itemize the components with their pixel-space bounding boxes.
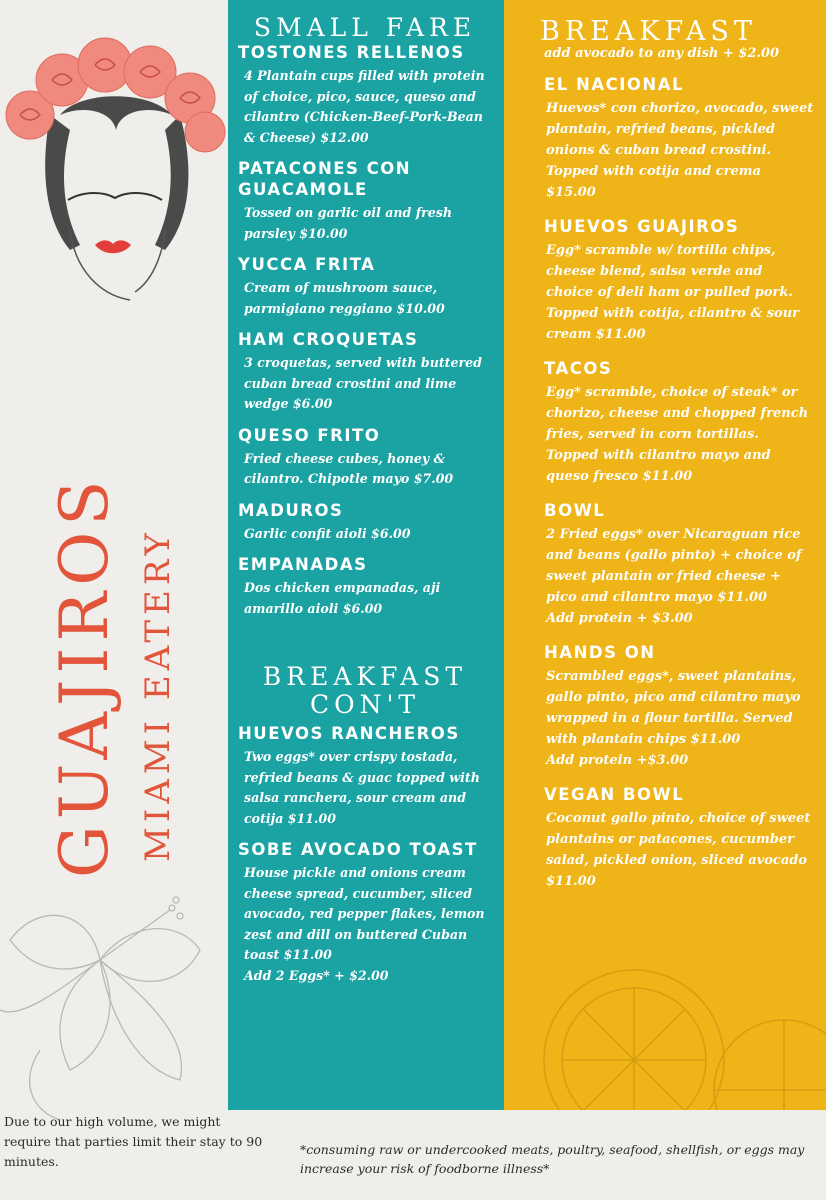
small-fare-column [228,0,504,1110]
item-desc: Egg* scramble, choice of steak* or chorizo, cheese and chopped french fries, served in corn tortillas. Topped with cilantro mayo and queso fresco $11.00 [546,385,809,484]
hibiscus-illustration [0,880,228,1120]
item-desc: Dos chicken empanadas, aji amarillo aioli $6.00 [244,580,441,616]
breakfast-note: add avocado to any dish + $2.00 [544,46,780,61]
menu-item [544,500,814,629]
item-desc: Fried cheese cubes, honey & cilantro. Chipotle mayo $7.00 [244,450,454,486]
small-fare-title: SMALL FARE [253,13,477,42]
item-desc: Garlic confit aioli $6.00 [244,525,411,541]
breakfast-cont-title-line1: BREAKFAST [262,662,468,691]
item-desc: 4 Plantain cups filled with protein of choice, pico, sauce, queso and cilantro (Chicken-Beef-Pork-Bean & Cheese) $12.00 [244,68,485,145]
item-desc: Egg* scramble w/ tortilla chips, cheese blend, salsa verde and choice of deli ham or pulled pork. Topped with cotija, cilantro & sour cream $11.00 [546,243,800,342]
item-name: TACOS [544,359,613,378]
menu-item [238,329,492,415]
item-name: VEGAN BOWL [544,785,685,804]
menu-item [544,642,814,771]
seating-time-note: Due to our high volume, we might require that parties limit their stay to 90 minutes. [4,1114,263,1169]
item-desc: Tossed on garlic oil and fresh parsley $10.00 [244,205,453,241]
item-desc: Cream of mushroom sauce, parmigiano reggiano $10.00 [244,280,445,316]
portrait-illustration [0,20,228,310]
breakfast-cont-title-line2: CON'T [309,690,421,719]
item-desc: 3 croquetas, served with buttered cuban bread crostini and lime wedge $6.00 [244,355,482,411]
vertical-title [40,330,190,890]
brand-tagline: MIAMI EATERY [138,528,178,862]
menu-item [238,425,492,490]
breakfast-cont-title [238,663,492,719]
breakfast-title: BREAKFAST [540,16,757,47]
item-name: PATACONES CON GUACAMOLE [238,159,412,199]
item-desc: House pickle and onions cream cheese spread, cucumber, sliced avocado, red pepper flakes, lemon zest and dill on buttered Cuban toast $11.00 [244,865,485,962]
item-desc: 2 Fried eggs* over Nicaraguan rice and beans (gallo pinto) + choice of sweet plantain or fried cheese + pico and cilantro mayo $11.00 [546,527,802,605]
item-name: EL NACIONAL [544,75,684,94]
item-name: QUESO FRITO [238,425,381,445]
item-name: BOWL [544,501,606,520]
menu-item [544,74,814,203]
item-name: MADUROS [238,500,344,520]
item-desc: Huevos* con chorizo, avocado, sweet plantain, refried beans, pickled onions & cuban bread crostini. Topped with cotija and crema $15.00 [546,101,814,200]
item-name: EMPANADAS [238,555,368,574]
menu-item [544,358,814,487]
item-name: HUEVOS RANCHEROS [238,724,460,743]
item-desc: Coconut gallo pinto, choice of sweet plantains or patacones, cucumber salad, pickled onion, sliced avocado $11.00 [546,811,811,889]
brand-panel [0,0,228,1110]
item-desc: Two eggs* over crispy tostada, refried beans & guac topped with salsa ranchera, sour cream and cotija $11.00 [244,749,480,826]
menu-item [238,158,492,244]
item-desc: Scrambled eggs*, sweet plantains, gallo pinto, pico and cilantro mayo wrapped in a flour tortilla. Served with plantain chips $11.00 [546,669,801,747]
health-warning: *consuming raw or undercooked meats, poultry, seafood, shellfish, or eggs may increase your risk of foodborne illness* [300,1142,805,1176]
item-name: YUCCA FRITA [238,255,376,274]
menu-item [238,723,492,829]
item-extra: Add protein + $3.00 [546,611,693,626]
item-name: HAM CROQUETAS [238,330,419,349]
spacer [238,629,492,663]
menu-item [238,500,492,545]
menu-item [544,784,814,892]
menu-item [238,839,492,986]
item-name: HANDS ON [544,643,656,662]
item-name: TOSTONES RELLENOS [238,43,465,62]
item-name: HUEVOS GUAJIROS [544,217,740,236]
item-extra: Add protein +$3.00 [546,753,689,768]
breakfast-column [504,0,826,1110]
brand-name: GUAJIROS [46,474,123,878]
menu-item [238,42,492,148]
item-name: SOBE AVOCADO TOAST [238,840,478,859]
menu-item [238,254,492,319]
menu-item [238,554,492,619]
menu-item [544,216,814,345]
lemon-illustration [524,940,826,1110]
item-extra: Add 2 Eggs* + $2.00 [244,967,389,983]
